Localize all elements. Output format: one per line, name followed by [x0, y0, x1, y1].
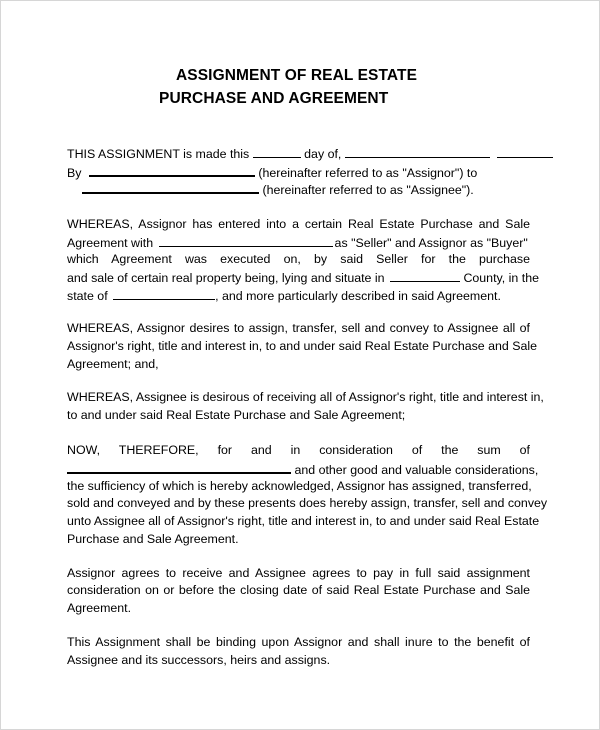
para4-line-3: the sufficiency of which is hereby acknowledged, Assignor has assigned, transferred,	[67, 479, 532, 493]
para6-line-2: Assignee and its successors, heirs and assigns.	[67, 653, 331, 667]
state-blank	[113, 288, 215, 300]
para2-line-1: WHEREAS, Assignor desires to assign, transfer, sell and convey to Assignee all of	[67, 321, 530, 335]
para3-line-2: to and under said Real Estate Purchase and Sale Agreement;	[67, 408, 406, 422]
intro-line-2	[67, 164, 477, 181]
para6-line-1: This Assignment shall be binding upon Assignor and shall inure to the benefit of	[67, 635, 530, 649]
para1-line-3: which Agreement was executed on, by said Seller for the purchase	[67, 252, 530, 266]
assignee-name-blank	[82, 181, 259, 194]
seller-name-blank	[159, 235, 333, 247]
intro-day-of-text: day of,	[304, 147, 342, 161]
para1-described-text: , and more particularly described in said Agreement.	[215, 289, 501, 303]
para1-seller-buyer-text: as "Seller" and Assignor as "Buyer"	[334, 236, 528, 250]
para1-agreement-with-text: Agreement with	[67, 236, 154, 250]
assignor-name-blank	[89, 164, 255, 177]
para1-line-1: WHEREAS, Assignor has entered into a certain Real Estate Purchase and Sale	[67, 217, 530, 231]
para4-line-6: Purchase and Sale Agreement.	[67, 532, 239, 546]
para1-county-text: County, in the	[463, 271, 539, 285]
para4-line-1: NOW, THEREFORE, for and in consideration of the sum of	[67, 443, 530, 457]
para2-line-2: Assignor's right, title and interest in, to and under said Real Estate Purchase and Sale	[67, 339, 538, 353]
month-blank	[345, 146, 490, 158]
consideration-sum-blank	[67, 461, 291, 474]
para5-line-1: Assignor agrees to receive and Assignee agrees to pay in full said assignment	[67, 566, 530, 580]
document-title-line-1: ASSIGNMENT OF REAL ESTATE	[176, 67, 418, 84]
intro-line-3	[67, 181, 474, 198]
para3-line-1: WHEREAS, Assignee is desirous of receiving all of Assignor's right, title and interest in,	[67, 390, 544, 404]
document-title-line-2: PURCHASE AND AGREEMENT	[159, 90, 389, 107]
intro-assignor-ref-text: (hereinafter referred to as "Assignor") to	[258, 166, 478, 180]
para1-line-5	[67, 288, 501, 304]
para2-line-3: Agreement; and,	[67, 357, 159, 371]
para4-line-2	[67, 461, 538, 478]
para1-situate-in-text: and sale of certain real property being, lying and situate in	[67, 271, 385, 285]
intro-line-1	[67, 146, 553, 162]
intro-by-text: By	[67, 166, 82, 180]
para1-state-of-text: state of	[67, 289, 108, 303]
para4-considerations-text: and other good and valuable considerations,	[294, 463, 539, 477]
para4-line-4: sold and conveyed and by these presents does hereby assign, transfer, sell and convey	[67, 496, 548, 510]
intro-made-this-text: THIS ASSIGNMENT is made this	[67, 147, 250, 161]
year-blank	[497, 146, 553, 158]
para1-line-4	[67, 270, 539, 286]
para5-line-3: Agreement.	[67, 601, 132, 615]
para1-line-2	[67, 235, 528, 251]
day-blank	[253, 146, 301, 158]
intro-assignee-ref-text: (hereinafter referred to as "Assignee").	[262, 183, 474, 197]
para5-line-2: consideration on or before the closing date of said Real Estate Purchase and Sale	[67, 583, 530, 597]
para4-line-5: unto Assignee all of Assignor's right, title and interest in, to and under said Real Estate	[67, 514, 540, 528]
county-blank	[390, 270, 460, 282]
